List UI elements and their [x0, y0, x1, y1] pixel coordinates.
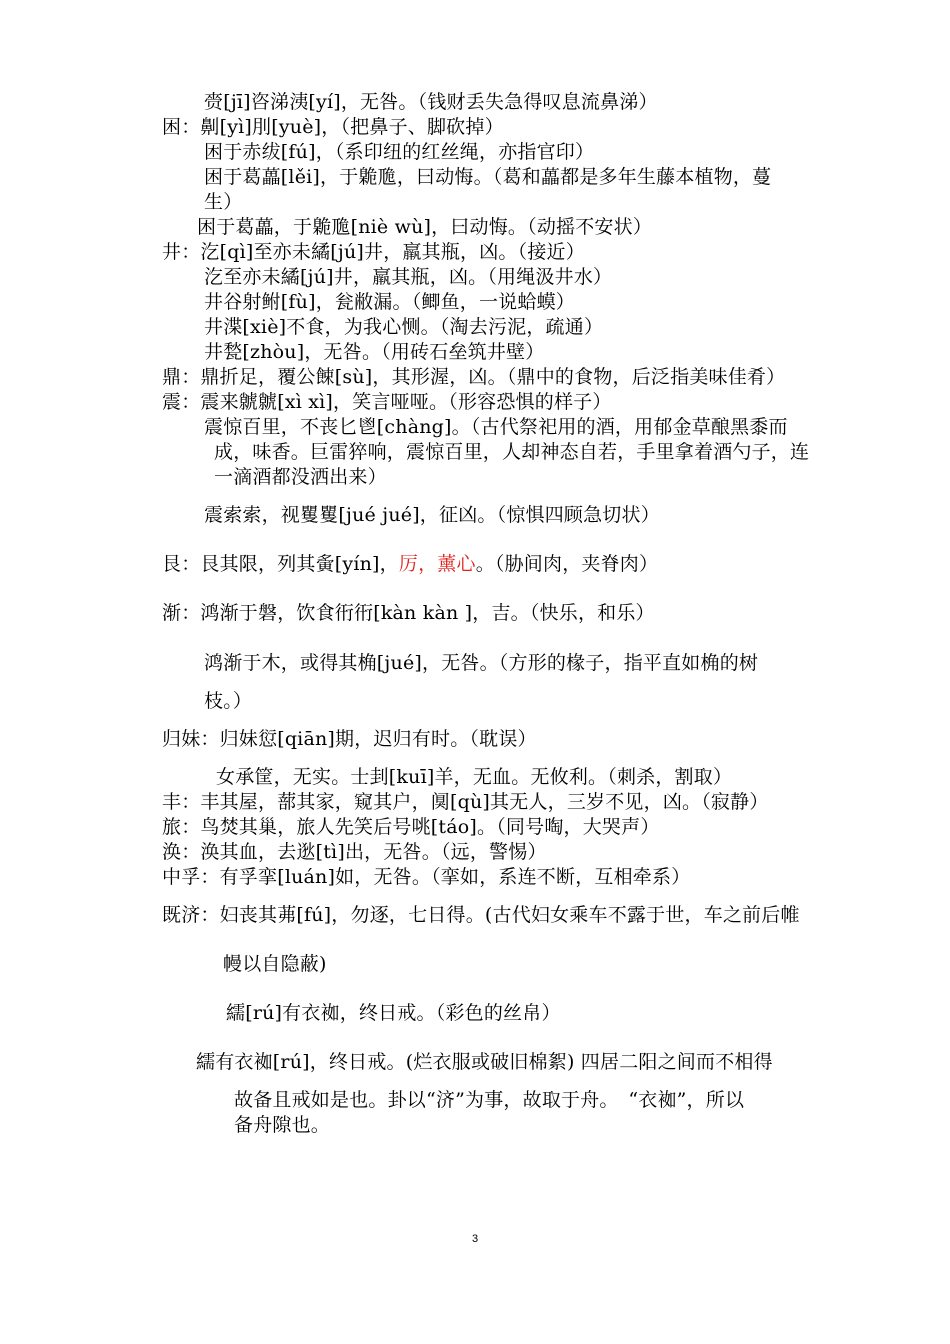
text-line: 井渫[xiè]不食，为我心恻。（淘去污泥，疏通） — [204, 316, 604, 338]
text-line: 鸿渐于木，或得其桷[jué]，无咎。（方形的椽子，指平直如桷的树 — [204, 652, 759, 674]
text-line: 震：震来虩虩[xì xì]，笑言哑哑。（形容恐惧的样子） — [162, 391, 612, 413]
text-line: 井：汔[qì]至亦未繘[jú]井，羸其瓶，凶。（接近） — [162, 241, 585, 263]
text-line: 井谷射鲋[fù]，瓮敝漏。（鲫鱼，一说蛤蟆） — [204, 291, 575, 313]
text-line: 井甃[zhòu]，无咎。（用砖石垒筑井壁） — [204, 341, 545, 363]
text-line: 困于葛藟[lěi]，于臲卼，曰动悔。（葛和藟都是多年生藤本植物，蔓 — [204, 166, 772, 188]
text-line — [162, 553, 658, 575]
text-line: 丰：丰其屋，蔀其家，窥其户，阒[qù]其无人，三岁不见，凶。（寂静） — [162, 791, 769, 813]
text-line: 困于赤绂[fú]，（系印纽的红丝绳，亦指官印） — [204, 141, 595, 163]
text-line: 故备且戒如是也。卦以“济”为事，故取于舟。 “衣袽”，所以 — [234, 1089, 745, 1111]
text-line: 震索索，视矍矍[jué jué]，征凶。（惊惧四顾急切状） — [204, 504, 660, 526]
text-line: 困：劓[yì]刖[yuè]，（把鼻子、脚砍掉） — [162, 116, 504, 138]
text-line: 旅：鸟焚其巢，旅人先笑后号咷[táo]。（同号啕，大哭声） — [162, 816, 660, 838]
text-line: 一滴酒都没洒出来） — [214, 466, 387, 488]
text-line: 震惊百里，不丧匕鬯[chàng]。（古代祭祀用的酒，用郁金草酿黑黍而 — [204, 416, 788, 438]
text-line: 涣：涣其血，去逖[tì]出，无咎。（远，警惕） — [162, 841, 547, 863]
text-line: 成，味香。巨雷猝响，震惊百里，人却神态自若，手里拿着酒勺子，连 — [214, 441, 810, 463]
text-line: 繻[rú]有衣袽，终日戒。（彩色的丝帛） — [226, 1002, 561, 1024]
text-line: 枝。） — [204, 690, 253, 712]
text-line: 备舟隙也。 — [234, 1114, 331, 1136]
text-line: 生） — [204, 191, 243, 213]
line-segment: 。（胁间肉，夹脊肉） — [475, 553, 659, 575]
text-line: 既济：妇丧其茀[fú]，勿逐，七日得。(古代妇女乘车不露于世，车之前后帷 — [162, 904, 800, 926]
page-number: 3 — [471, 1233, 479, 1245]
text-line: 渐：鸿渐于磐，饮食衎衎[kàn kàn ]，吉。（快乐，和乐） — [162, 602, 655, 624]
text-line: 繻有衣袽[rú]，终日戒。(烂衣服或破旧棉絮) 四居二阳之间而不相得 — [196, 1051, 773, 1073]
text-line: 汔至亦未繘[jú]井，羸其瓶，凶。（用绳汲井水） — [204, 266, 613, 288]
text-line: 中孚：有孚挛[luán]如，无咎。（挛如，系连不断，互相牵系） — [162, 866, 691, 888]
line-segment: 艮：艮其限，列其夤[yín]， — [162, 553, 399, 575]
text-line: 归妹：归妹愆[qiān]期，迟归有时。（耽误） — [162, 728, 537, 750]
text-line: 鼎：鼎折足，覆公餗[sù]，其形渥，凶。（鼎中的食物，后泛指美味佳肴） — [162, 366, 786, 388]
highlighted-text: 厉，薰心 — [398, 553, 476, 575]
text-line: 女承筐，无实。士刲[kuī]羊，无血。无攸利。（刺杀，割取） — [216, 766, 733, 788]
text-line: 困于葛藟，于臲卼[niè wù]，曰动悔。（动摇不安状） — [197, 216, 653, 238]
text-line: 幔以自隐蔽) — [223, 953, 327, 975]
text-line: 赍[jī]咨涕洟[yí]，无咎。（钱财丢失急得叹息流鼻涕） — [204, 91, 658, 113]
